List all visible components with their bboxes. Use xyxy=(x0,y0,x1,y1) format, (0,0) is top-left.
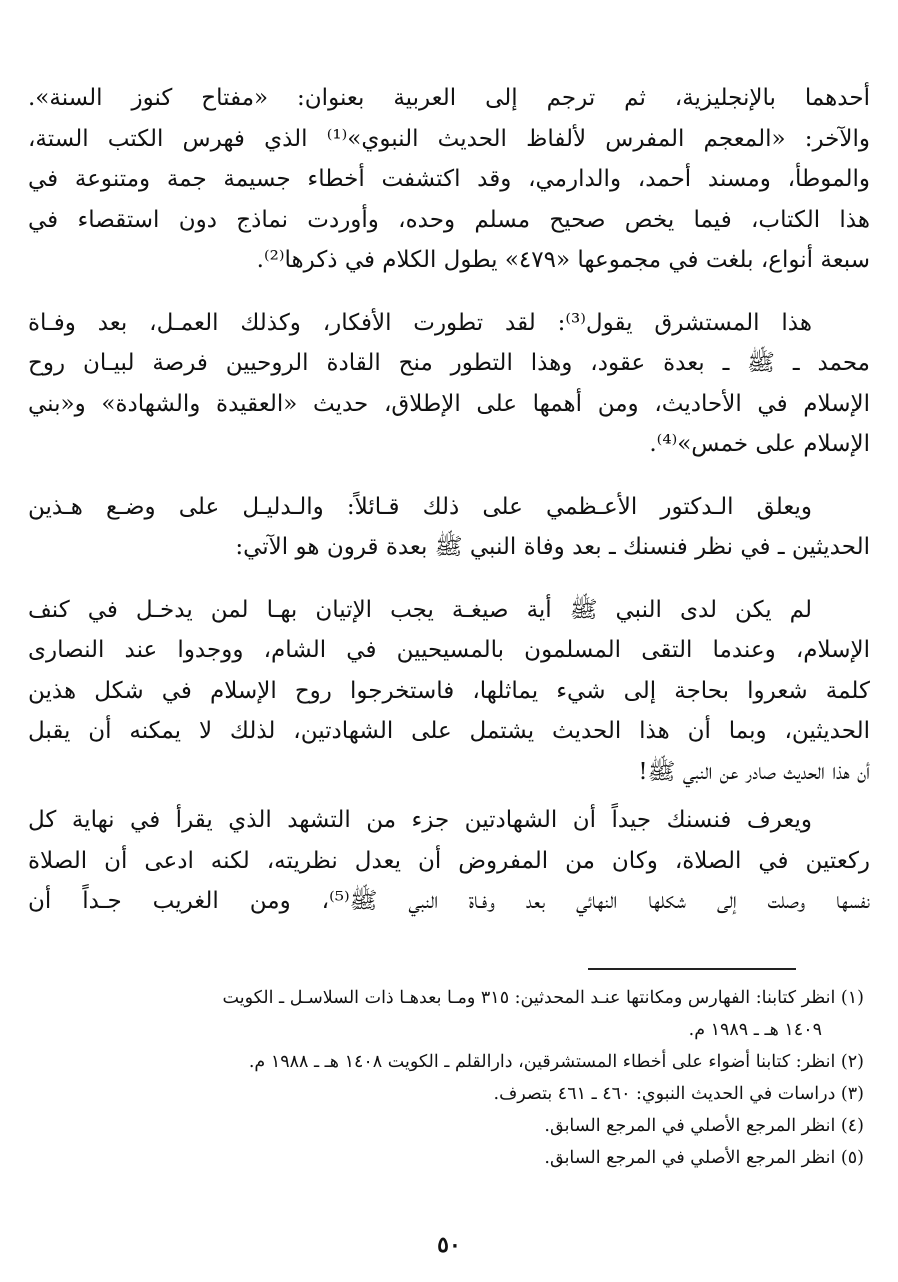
footnote-line: (٤) انظر المرجع الأصلي في المرجع السابق. xyxy=(544,1116,864,1136)
footnote xyxy=(40,1110,870,1142)
footnote xyxy=(40,1078,870,1110)
page-number: ٥٠ xyxy=(437,1232,461,1258)
footnote xyxy=(40,982,870,1046)
footnote-line: (٥) انظر المرجع الأصلي في المرجع السابق. xyxy=(544,1148,864,1168)
text-line: الإسلام على خمس»⁽⁴⁾. xyxy=(649,431,870,457)
footnote xyxy=(40,1046,870,1078)
text-line: أحدهما بالإنجليزية، ثم ترجم إلى العربية بعنوان: «مفتاح كنوز السنة». xyxy=(28,85,870,111)
text-line: هذا الكتاب، فيما يخص صحيح مسلم وحده، وأوردت نماذج دون استقصاء في xyxy=(28,206,870,233)
text-line: والموطأ، ومسند أحمد، والدارمي، وقد اكتشفت أخطاء جسيمة جمة ومتنوعة في xyxy=(28,166,870,192)
paragraph xyxy=(28,487,870,568)
footnote-line: ١٤٠٩ هـ ـ ١٩٨٩ م. xyxy=(688,1020,822,1040)
footnote-line: (١) انظر كتابنا: الفهارس ومكانتها عنـد المحدثين: ٣١٥ ومـا بعدهـا ذات السلاسـل ـ الكويت xyxy=(222,988,864,1008)
footnote-separator xyxy=(588,968,796,970)
paragraph xyxy=(28,590,870,793)
footnote xyxy=(40,1142,870,1174)
text-line: هذا المستشرق يقول⁽³⁾: لقد تطورت الأفكار، وكذلك العمـل، بعد وفـاة xyxy=(28,309,812,336)
footnote-line: (٢) انظر: كتابنا أضواء على أخطاء المستشرقين، دارالقلم ـ الكويت ١٤٠٨ هـ ـ ١٩٨٨ م. xyxy=(248,1052,864,1072)
paragraph xyxy=(28,303,870,465)
footnote-line: (٣) دراسات في الحديث النبوي: ٤٦٠ ـ ٤٦١ بتصرف. xyxy=(493,1084,864,1104)
text-line: سبعة أنواع، بلغت في مجموعها «٤٧٩» يطول الكلام في ذكرها⁽²⁾. xyxy=(256,247,870,273)
text-line: الإسلام في الأحاديث، ومن أهمها على الإطلاق، حديث «العقيدة والشهادة» و«بني xyxy=(28,390,870,417)
paragraph xyxy=(28,78,870,281)
text-line: الحديثين ـ في نظر فنسنك ـ بعد وفاة النبي ﷺ بعدة قرون هو الآتي: xyxy=(235,534,870,560)
paragraph xyxy=(28,800,870,922)
text-line: ويعرف فنسنك جيداً أن الشهادتين جزء من التشهد الذي يقرأ في نهاية كل xyxy=(28,807,812,833)
text-line: ركعتين في الصلاة، وكان من المفروض أن يعدل نظريته، لكنه ادعى أن الصلاة xyxy=(28,847,870,874)
text-line: الإسلام، وعندما التقى المسلمون بالمسيحيين في الشام، ووجدوا عند النصارى xyxy=(28,637,870,663)
text-line: نفسها وصلت إلى شكلها النهائي بعد وفـاة النبي ﷺ⁽⁵⁾، ومن الغريب جـداً أن xyxy=(28,888,871,914)
text-line: أن هذا الحديث صادر عن النبي ﷺ! xyxy=(638,758,870,785)
main-text xyxy=(28,78,870,922)
text-line: ويعلق الـدكتور الأعـظمي على ذلك قـائلاً: والـدليـل على وضـع هـذين xyxy=(28,493,812,520)
text-line: محمد ـ ﷺ ـ بعدة عقود، وهذا التطور منح القادة الروحيين فرصة لبيـان روح xyxy=(28,350,870,376)
text-line: لم يكن لدى النبي ﷺ أية صيغـة يجب الإتيان بهـا لمن يدخـل في كنف xyxy=(28,596,812,623)
text-line: والآخر: «المعجم المفرس لألفاظ الحديث النبوي»⁽¹⁾ الذي فهرس الكتب الستة، xyxy=(28,125,870,152)
text-line: كلمة شعروا بحاجة إلى شيء يماثلها، فاستخرجوا روح الإسلام في شكل هذين xyxy=(28,677,870,704)
text-line: الحديثين، وبما أن هذا الحديث يشتمل على الشهادتين، لذلك لا يمكنه أن يقبل xyxy=(28,718,870,744)
footnotes xyxy=(40,982,870,1174)
